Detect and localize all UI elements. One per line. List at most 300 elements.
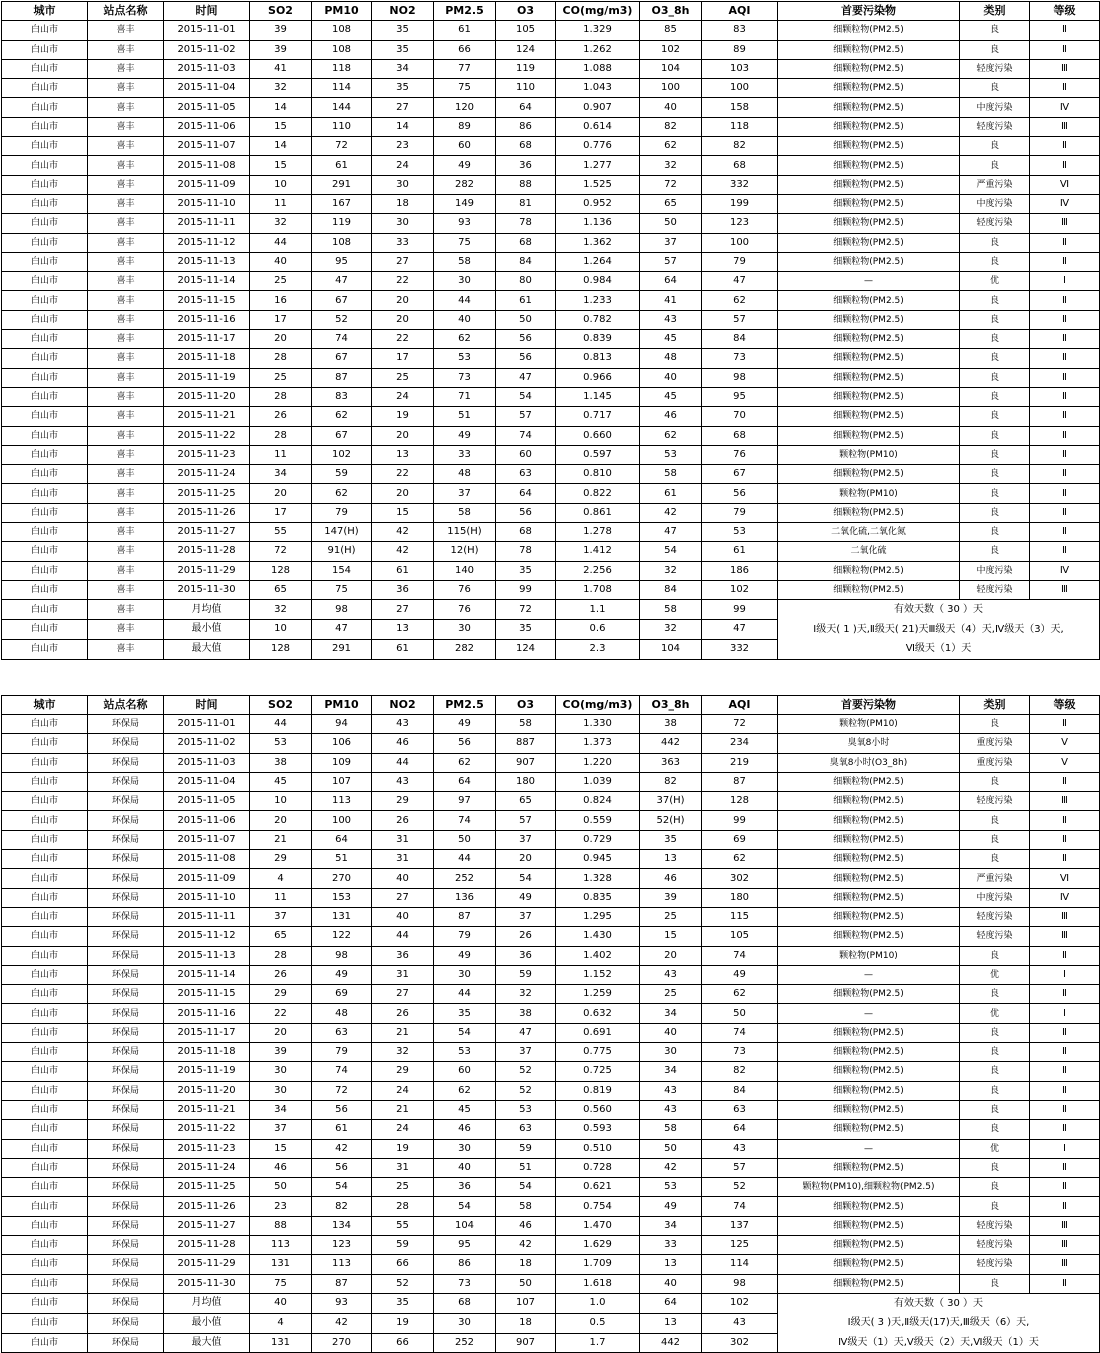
cell-o3-8h: 34 [640,1062,702,1081]
cell-city: 白山市 [2,1197,88,1216]
cell-so2: 34 [250,465,312,484]
cell-so2: 11 [250,445,312,464]
cell-aqi: 89 [702,40,778,59]
cell-date: 2015-11-08 [164,156,250,175]
cell-city: 白山市 [2,407,88,426]
cell-primary-pollutant: 细颗粒物(PM2.5) [778,59,960,78]
cell-pm25: 61 [434,21,496,40]
cell-o3: 68 [496,233,556,252]
cell-pm25: 76 [434,580,496,599]
cell-aqi: 62 [702,985,778,1004]
cell-so2: 28 [250,349,312,368]
stat-cell-pm25: 76 [434,600,496,620]
cell-city: 白山市 [2,753,88,772]
cell-so2: 23 [250,1197,312,1216]
cell-o3-8h: 38 [640,715,702,734]
cell-o3: 65 [496,792,556,811]
table-row [2,753,1100,772]
table-row [2,850,1100,869]
cell-pm25: 79 [434,927,496,946]
cell-category: 良 [960,310,1030,329]
table-row [2,830,1100,849]
cell-no2: 20 [372,291,434,310]
cell-city: 白山市 [2,465,88,484]
cell-date: 2015-11-10 [164,888,250,907]
cell-co: 0.560 [556,1100,640,1119]
cell-city: 白山市 [2,214,88,233]
cell-co: 1.708 [556,580,640,599]
cell-o3: 80 [496,272,556,291]
cell-city: 白山市 [2,59,88,78]
cell-aqi: 137 [702,1216,778,1235]
cell-o3-8h: 40 [640,1023,702,1042]
cell-primary-pollutant: 颗粒物(PM10) [778,715,960,734]
cell-pm10: 74 [312,1062,372,1081]
cell-city: 白山市 [2,98,88,117]
cell-grade: Ⅱ [1030,349,1100,368]
header-co: CO(mg/m3) [556,2,640,21]
cell-city: 白山市 [2,272,88,291]
cell-o3: 54 [496,869,556,888]
table-row [2,580,1100,599]
cell-city: 白山市 [2,792,88,811]
cell-date: 2015-11-03 [164,753,250,772]
cell-o3: 84 [496,252,556,271]
cell-o3: 63 [496,1120,556,1139]
cell-grade: Ⅰ [1030,1004,1100,1023]
cell-o3-8h: 57 [640,252,702,271]
stat-cell-pm10: 47 [312,620,372,640]
cell-grade: Ⅲ [1030,117,1100,136]
cell-station: 环保局 [88,1081,164,1100]
cell-o3: 105 [496,21,556,40]
cell-station: 喜丰 [88,40,164,59]
cell-co: 1.328 [556,869,640,888]
cell-category: 优 [960,1004,1030,1023]
stat-cell-pm10: 270 [312,1333,372,1353]
cell-co: 0.728 [556,1158,640,1177]
cell-category: 良 [960,715,1030,734]
cell-aqi: 67 [702,465,778,484]
cell-date: 2015-11-16 [164,1004,250,1023]
cell-station: 环保局 [88,1255,164,1274]
table-row [2,772,1100,791]
cell-station: 环保局 [88,1236,164,1255]
cell-date: 2015-11-08 [164,850,250,869]
cell-city: 白山市 [2,1120,88,1139]
cell-city: 白山市 [2,21,88,40]
stat-cell-o3-8h: 442 [640,1333,702,1353]
cell-no2: 36 [372,580,434,599]
stat-cell-city: 白山市 [2,1293,88,1313]
cell-aqi: 82 [702,137,778,156]
cell-co: 1.629 [556,1236,640,1255]
table-row [2,503,1100,522]
cell-station: 环保局 [88,1004,164,1023]
cell-city: 白山市 [2,1004,88,1023]
table-row [2,291,1100,310]
cell-co: 1.430 [556,927,640,946]
cell-pm10: 122 [312,927,372,946]
cell-station: 喜丰 [88,465,164,484]
summary-cell [778,600,1100,660]
cell-so2: 128 [250,561,312,580]
cell-o3: 59 [496,1139,556,1158]
cell-o3-8h: 50 [640,1139,702,1158]
cell-date: 2015-11-29 [164,561,250,580]
cell-primary-pollutant: 细颗粒物(PM2.5) [778,291,960,310]
cell-grade: Ⅱ [1030,811,1100,830]
cell-o3: 86 [496,117,556,136]
cell-aqi: 84 [702,330,778,349]
cell-city: 白山市 [2,445,88,464]
cell-o3: 74 [496,426,556,445]
cell-grade: Ⅱ [1030,291,1100,310]
cell-no2: 31 [372,1158,434,1177]
table-row [2,156,1100,175]
cell-grade: Ⅱ [1030,426,1100,445]
cell-pm10: 123 [312,1236,372,1255]
cell-so2: 26 [250,407,312,426]
table-row [2,1216,1100,1235]
cell-category: 轻度污染 [960,580,1030,599]
cell-pm25: 89 [434,117,496,136]
cell-o3: 110 [496,79,556,98]
cell-no2: 25 [372,368,434,387]
cell-city: 白山市 [2,850,88,869]
cell-so2: 20 [250,484,312,503]
cell-no2: 20 [372,426,434,445]
cell-date: 2015-11-10 [164,194,250,213]
table-row [2,1236,1100,1255]
stat-cell-co: 1.7 [556,1333,640,1353]
cell-pm25: 50 [434,830,496,849]
header-station: 站点名称 [88,2,164,21]
cell-o3-8h: 58 [640,1120,702,1139]
cell-category: 良 [960,850,1030,869]
table-row [2,445,1100,464]
cell-o3-8h: 25 [640,907,702,926]
cell-co: 0.660 [556,426,640,445]
cell-primary-pollutant: 细颗粒物(PM2.5) [778,580,960,599]
cell-city: 白山市 [2,310,88,329]
stat-cell-o3: 72 [496,600,556,620]
cell-no2: 35 [372,21,434,40]
cell-pm25: 104 [434,1216,496,1235]
stat-cell-co: 0.6 [556,620,640,640]
cell-pm25: 46 [434,1120,496,1139]
header-co: CO(mg/m3) [556,695,640,714]
cell-o3: 63 [496,465,556,484]
cell-o3: 68 [496,523,556,542]
cell-aqi: 72 [702,715,778,734]
cell-date: 2015-11-05 [164,98,250,117]
cell-category: 良 [960,1100,1030,1119]
cell-city: 白山市 [2,1178,88,1197]
cell-grade: Ⅱ [1030,1062,1100,1081]
cell-o3-8h: 20 [640,946,702,965]
cell-so2: 25 [250,272,312,291]
cell-grade: Ⅱ [1030,1043,1100,1062]
cell-city: 白山市 [2,542,88,561]
cell-so2: 37 [250,1120,312,1139]
cell-date: 2015-11-27 [164,1216,250,1235]
cell-co: 1.373 [556,734,640,753]
cell-station: 环保局 [88,907,164,926]
stat-cell-city: 白山市 [2,1333,88,1353]
cell-so2: 15 [250,117,312,136]
cell-grade: Ⅲ [1030,1255,1100,1274]
table-row [2,330,1100,349]
cell-primary-pollutant: 细颗粒物(PM2.5) [778,1255,960,1274]
cell-grade: Ⅱ [1030,387,1100,406]
cell-o3-8h: 40 [640,368,702,387]
cell-station: 环保局 [88,1023,164,1042]
cell-o3-8h: 47 [640,523,702,542]
cell-primary-pollutant: 细颗粒物(PM2.5) [778,1197,960,1216]
cell-no2: 34 [372,59,434,78]
cell-grade: Ⅱ [1030,21,1100,40]
cell-primary-pollutant: 细颗粒物(PM2.5) [778,407,960,426]
cell-station: 环保局 [88,985,164,1004]
cell-o3: 37 [496,907,556,926]
cell-primary-pollutant: 二氧化硫 [778,542,960,561]
cell-so2: 14 [250,98,312,117]
cell-grade: Ⅱ [1030,1120,1100,1139]
cell-primary-pollutant: 细颗粒物(PM2.5) [778,792,960,811]
stat-cell-date: 最小值 [164,620,250,640]
cell-co: 2.256 [556,561,640,580]
table-row [2,542,1100,561]
cell-pm25: 74 [434,811,496,830]
cell-date: 2015-11-22 [164,1120,250,1139]
cell-o3-8h: 43 [640,1081,702,1100]
cell-grade: Ⅱ [1030,985,1100,1004]
stat-cell-o3: 907 [496,1333,556,1353]
cell-pm25: 49 [434,715,496,734]
cell-o3-8h: 42 [640,1158,702,1177]
cell-o3-8h: 52(H) [640,811,702,830]
cell-o3-8h: 13 [640,850,702,869]
table-row [2,715,1100,734]
cell-pm10: 153 [312,888,372,907]
header-o3: O3 [496,695,556,714]
cell-city: 白山市 [2,811,88,830]
cell-station: 环保局 [88,946,164,965]
cell-co: 0.907 [556,98,640,117]
cell-date: 2015-11-19 [164,1062,250,1081]
cell-grade: Ⅱ [1030,407,1100,426]
air-quality-table-xifeng [1,1,1100,660]
cell-pm10: 62 [312,407,372,426]
cell-category: 轻度污染 [960,117,1030,136]
cell-station: 喜丰 [88,98,164,117]
cell-o3: 53 [496,1100,556,1119]
stat-cell-pm25: 30 [434,1313,496,1333]
cell-o3: 99 [496,580,556,599]
table-row [2,1081,1100,1100]
cell-primary-pollutant: 细颗粒物(PM2.5) [778,137,960,156]
cell-no2: 23 [372,137,434,156]
cell-category: 轻度污染 [960,59,1030,78]
header-so2: SO2 [250,695,312,714]
cell-o3: 26 [496,927,556,946]
table-row [2,407,1100,426]
cell-co: 0.824 [556,792,640,811]
cell-co: 0.597 [556,445,640,464]
cell-o3-8h: 100 [640,79,702,98]
cell-station: 环保局 [88,772,164,791]
cell-primary-pollutant: 细颗粒物(PM2.5) [778,330,960,349]
cell-station: 喜丰 [88,117,164,136]
cell-no2: 33 [372,233,434,252]
table-row [2,387,1100,406]
cell-o3-8h: 32 [640,156,702,175]
cell-no2: 27 [372,888,434,907]
header-aqi: AQI [702,2,778,21]
cell-pm25: 149 [434,194,496,213]
cell-o3-8h: 53 [640,445,702,464]
cell-pm10: 131 [312,907,372,926]
cell-o3-8h: 102 [640,40,702,59]
cell-city: 白山市 [2,985,88,1004]
header-pm25: PM2.5 [434,695,496,714]
cell-grade: Ⅱ [1030,1158,1100,1177]
cell-category: 中度污染 [960,888,1030,907]
cell-category: 良 [960,252,1030,271]
cell-date: 2015-11-28 [164,542,250,561]
cell-so2: 72 [250,542,312,561]
table-row [2,1100,1100,1119]
cell-aqi: 57 [702,1158,778,1177]
stat-cell-pm10: 42 [312,1313,372,1333]
cell-o3: 18 [496,1255,556,1274]
cell-date: 2015-11-18 [164,1043,250,1062]
cell-pm10: 82 [312,1197,372,1216]
cell-aqi: 87 [702,772,778,791]
cell-grade: Ⅴ [1030,734,1100,753]
cell-aqi: 43 [702,1139,778,1158]
cell-pm10: 98 [312,946,372,965]
stat-cell-city: 白山市 [2,620,88,640]
cell-date: 2015-11-04 [164,79,250,98]
cell-o3-8h: 45 [640,330,702,349]
cell-category: 轻度污染 [960,792,1030,811]
cell-pm25: 66 [434,40,496,59]
cell-station: 环保局 [88,1274,164,1293]
cell-primary-pollutant: 细颗粒物(PM2.5) [778,1023,960,1042]
header-pm10: PM10 [312,695,372,714]
cell-pm25: 30 [434,1139,496,1158]
cell-so2: 34 [250,1100,312,1119]
cell-date: 2015-11-16 [164,310,250,329]
table-row [2,465,1100,484]
cell-city: 白山市 [2,1216,88,1235]
header-primary-pollutant: 首要污染物 [778,695,960,714]
cell-no2: 46 [372,734,434,753]
cell-station: 喜丰 [88,59,164,78]
cell-co: 0.822 [556,484,640,503]
summary-line: Ⅰ级天( 1 )天,Ⅱ级天( 21)天Ⅲ级天（4）天,Ⅳ级天（3）天, [813,623,1064,635]
header-city: 城市 [2,2,88,21]
cell-o3-8h: 82 [640,117,702,136]
stat-cell-no2: 13 [372,620,434,640]
cell-o3: 180 [496,772,556,791]
cell-o3: 81 [496,194,556,213]
cell-no2: 24 [372,1120,434,1139]
cell-so2: 39 [250,40,312,59]
cell-grade: Ⅱ [1030,330,1100,349]
cell-date: 2015-11-25 [164,1178,250,1197]
cell-so2: 17 [250,503,312,522]
cell-o3-8h: 65 [640,194,702,213]
cell-o3-8h: 49 [640,1197,702,1216]
cell-grade: Ⅱ [1030,772,1100,791]
cell-o3: 56 [496,330,556,349]
cell-so2: 15 [250,1139,312,1158]
cell-no2: 42 [372,542,434,561]
cell-so2: 39 [250,1043,312,1062]
table-row [2,734,1100,753]
stat-cell-co: 2.3 [556,639,640,659]
cell-aqi: 100 [702,233,778,252]
cell-pm10: 79 [312,503,372,522]
cell-grade: Ⅱ [1030,523,1100,542]
cell-no2: 26 [372,1004,434,1023]
cell-pm25: 35 [434,1004,496,1023]
table-row [2,1158,1100,1177]
cell-o3-8h: 40 [640,1274,702,1293]
cell-date: 2015-11-21 [164,1100,250,1119]
cell-primary-pollutant: — [778,272,960,291]
cell-no2: 20 [372,484,434,503]
cell-city: 白山市 [2,175,88,194]
cell-primary-pollutant: 细颗粒物(PM2.5) [778,368,960,387]
cell-primary-pollutant: 细颗粒物(PM2.5) [778,1043,960,1062]
cell-o3: 51 [496,1158,556,1177]
cell-pm10: 108 [312,233,372,252]
cell-o3-8h: 35 [640,830,702,849]
cell-primary-pollutant: 细颗粒物(PM2.5) [778,175,960,194]
cell-category: 良 [960,407,1030,426]
cell-o3: 57 [496,811,556,830]
cell-aqi: 61 [702,542,778,561]
cell-category: 良 [960,330,1030,349]
cell-co: 0.782 [556,310,640,329]
cell-category: 良 [960,21,1030,40]
stat-cell-pm25: 282 [434,639,496,659]
cell-no2: 20 [372,310,434,329]
cell-o3-8h: 33 [640,1236,702,1255]
cell-station: 喜丰 [88,79,164,98]
cell-city: 白山市 [2,330,88,349]
cell-date: 2015-11-29 [164,1255,250,1274]
cell-co: 0.559 [556,811,640,830]
cell-station: 喜丰 [88,426,164,445]
cell-city: 白山市 [2,137,88,156]
stat-cell-station: 环保局 [88,1293,164,1313]
cell-date: 2015-11-12 [164,927,250,946]
cell-so2: 40 [250,252,312,271]
cell-pm25: 48 [434,465,496,484]
cell-category: 轻度污染 [960,1236,1030,1255]
cell-primary-pollutant: 细颗粒物(PM2.5) [778,1274,960,1293]
cell-primary-pollutant: 细颗粒物(PM2.5) [778,252,960,271]
cell-pm10: 63 [312,1023,372,1042]
cell-primary-pollutant: 颗粒物(PM10) [778,445,960,464]
cell-so2: 30 [250,1081,312,1100]
stat-cell-so2: 32 [250,600,312,620]
